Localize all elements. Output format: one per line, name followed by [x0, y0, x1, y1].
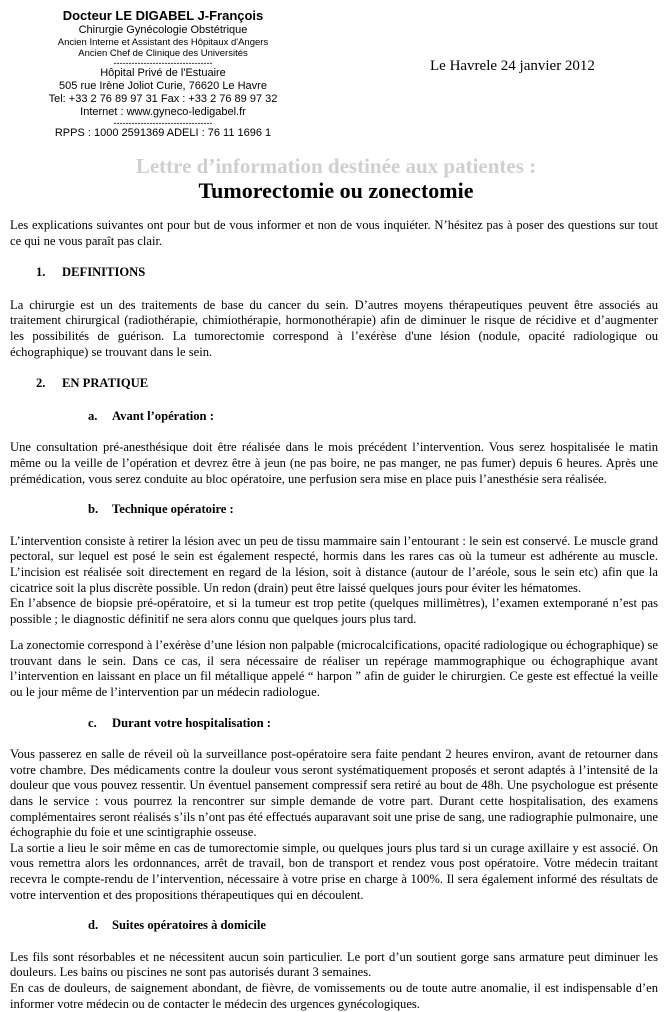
subsection-title: Durant votre hospitalisation : — [112, 715, 271, 730]
subsection-heading-technique — [88, 502, 658, 518]
subsection-heading-hospitalisation — [88, 716, 658, 732]
letter-title: Tumorectomie ou zonectomie — [198, 178, 474, 203]
letter-body — [10, 218, 658, 1012]
doctor-title-1: Ancien Interne et Assistant des Hôpitaux d'Angers — [57, 37, 269, 48]
technique-paragraph-2: En l’absence de biopsie pré-opératoire, et si la tumeur est trop petite (quelques millimètres), l’examen extemporané n’est pas possible ; le diagnostic définitif ne sera alors connu que quelques jours plus tard. — [10, 596, 658, 626]
website: Internet : www.gyneco-ledigabel.fr — [80, 106, 246, 118]
subsection-letter: c. — [88, 715, 97, 730]
subsection-title: Suites opératoires à domicile — [112, 918, 267, 933]
letter-date: Le Havrele 24 janvier 2012 — [430, 58, 595, 74]
subsection-letter: a. — [88, 408, 98, 423]
hospitalisation-paragraph-2: La sortie a lieu le soir même en cas de tumorectomie simple, ou quelques jours plus tard si un curage axillaire y est associé. On vous remettra alors les ordonnances, arrêt de travail, bon de transport et rendez vous post opératoire. Votre médecin traitant recevra le compte-rendu de l’intervention, nécessaire à votre prise en charge à 100%. Il sera également informé des résultats de votre intervention et des propositions thérapeutiques qui en découlent. — [10, 840, 658, 902]
section-number: 2. — [36, 376, 46, 391]
hospital-address: 505 rue Irène Joliot Curie, 76620 Le Havre — [59, 80, 267, 92]
subsection-heading-suites — [88, 918, 658, 934]
section-number: 1. — [36, 265, 46, 280]
rpps-adeli: RPPS : 1000 2591369 ADELI : 76 11 1696 1 — [54, 127, 272, 139]
doctor-name: Docteur LE DIGABEL J-François — [62, 8, 264, 23]
section-heading-definitions — [36, 265, 658, 281]
subsection-heading-avant — [88, 409, 658, 425]
subsection-letter: d. — [88, 918, 99, 933]
section-heading-en-pratique — [36, 376, 658, 392]
technique-paragraph-3: La zonectomie correspond à l’exérèse d’une lésion non palpable (microcalcifications, opacité radiologique ou échographique) se trouvant dans le sein. Dans ce cas, il sera nécessaire de réaliser un repérage mammographique ou échographique avant l’intervention en laissant en place un fil métallique appelé “ harpon ” afin de guider le chirurgien. Ce geste est effectué la veille ou le jour même de l’intervention par un médecin radiologue. — [10, 638, 658, 700]
definitions-paragraph: La chirurgie est un des traitements de base du cancer du sein. D’autres moyens thérapeutiques peuvent être associés au traitement chirurgical (radiothérapie, chimiothérapie, hormonothérapie) afin de diminuer le risque de récidive et d’augmenter les possibilités de guérison. La tumorectomie correspond à l’exérèse d'une lésion (nodule, opacité radiologique ou échographique) se trouvant dans le sein. — [10, 297, 658, 359]
hospital-name: Hôpital Privé de l'Estuaire — [100, 67, 226, 79]
doctor-title-2: Ancien Chef de Clinique des Universités — [78, 48, 248, 59]
letterhead — [18, 8, 308, 140]
avant-paragraph: Une consultation pré-anesthésique doit être réalisée dans le mois précédent l’intervention. Vous serez hospitalisée le matin même ou la veille de l’opération et devrez être à jeun (ne pas boire, ne pas manger, ne pas fumer) depuis 6 heures. Après une prémédication, vous serez conduite au bloc opératoire, une perfusion sera mise en place puis l’anesthésie sera réalisée. — [10, 440, 658, 486]
subsection-title: Avant l’opération : — [112, 408, 214, 423]
section-title: EN PRATIQUE — [62, 376, 149, 391]
letterhead-separator: --------------------------------- — [113, 58, 213, 68]
specialty: Chirurgie Gynécologie Obstétrique — [78, 24, 248, 36]
suites-paragraph-2: En cas de douleurs, de saignement abondant, de fièvre, de vomissements ou de toute autre anomalie, il est indispensable d’en informer votre médecin ou de contacter le médecin des urgences gynécologiques. — [10, 980, 658, 1011]
phone-fax: Tel: +33 2 76 89 97 31 Fax : +33 2 76 89 97 32 — [48, 93, 278, 105]
suites-paragraph-1: Les fils sont résorbables et ne nécessitent aucun soin particulier. Le port d’un soutient gorge sans armature peut diminuer les douleurs. Les bains ou piscines ne sont pas autorisés durant 3 semaines. — [10, 949, 658, 980]
technique-paragraph-1: L’intervention consiste à retirer la lésion avec un peu de tissu mammaire sain l’entourant : le sein est conservé. Le muscle grand pectoral, sur lequel est posé le sein est également respecté, hormis dans les rares cas où la tumeur est adhérente au muscle. L’incision est réalisée soit directement en regard de la lésion, soit à distance (autour de l’aréole, sous le sein etc) afin que la cicatrice soit la plus discrète possible. Un redon (drain) peut être laissé quelques jours pour éviter les hématomes. — [10, 533, 658, 595]
intro-paragraph: Les explications suivantes ont pour but de vous informer et non de vous inquiéter. N’hésitez pas à poser des questions sur tout ce qui ne vous paraît pas clair. — [10, 218, 658, 248]
subsection-letter: b. — [88, 502, 99, 517]
letter-subtitle: Lettre d’information destinée aux patientes : — [135, 154, 537, 178]
letterhead-separator: --------------------------------- — [113, 118, 213, 128]
section-title: DEFINITIONS — [62, 265, 146, 280]
hospitalisation-paragraph-1: Vous passerez en salle de réveil où la surveillance post-opératoire sera faite pendant 2 heures environ, avant de retourner dans votre chambre. Des médicaments contre la douleur vous seront systématiquement proposés et seront adaptés à l’intensité de la douleur que vous pouvez ressentir. Un éventuel pansement compressif sera retiré au bout de 48h. Une psychologue est présente dans le service : vous pourrez la rencontrer sur simple demande de votre part. Durant cette hospitalisation, des examens complémentaires seront réalisés s’ils n’ont pas été effectués auparavant soit une prise de sang, une radiographie pulmonaire, une échographie du foie et une scintigraphie osseuse. — [10, 747, 658, 840]
subsection-title: Technique opératoire : — [112, 502, 234, 517]
